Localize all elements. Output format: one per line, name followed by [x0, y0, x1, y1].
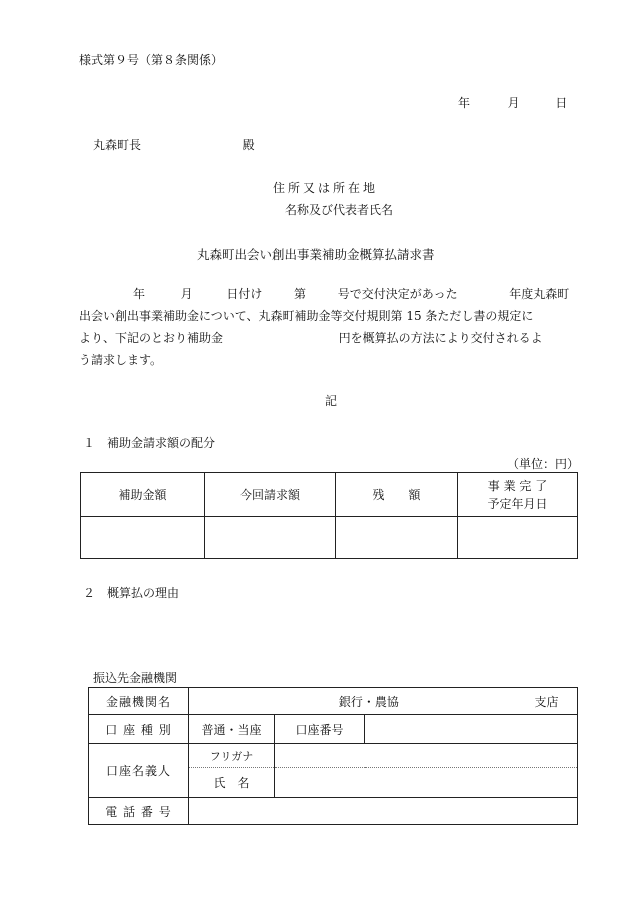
cell-balance[interactable]	[336, 517, 458, 559]
bank-row-account	[89, 715, 578, 744]
recipient-name: 丸森町長	[93, 138, 142, 152]
header-balance: 残 額	[336, 473, 458, 517]
holder-name-label: 氏 名	[189, 768, 275, 798]
body-dai: 第	[294, 287, 307, 301]
body-line-3	[79, 329, 543, 346]
form-number: 様式第９号（第８条関係）	[79, 53, 224, 67]
date-month-label: 月	[507, 96, 520, 110]
header-completion-line1: 事 業 完 了	[487, 478, 548, 493]
cell-request-amount[interactable]	[205, 517, 336, 559]
recipient-honorific: 殿	[242, 138, 255, 152]
header-subsidy-amount: 補助金額	[81, 473, 205, 517]
section1-heading: １ 補助金請求額の配分	[83, 436, 216, 450]
bank-table	[88, 687, 578, 825]
bank-row-institution	[89, 688, 578, 715]
body-nendo: 年度丸森町	[509, 287, 570, 301]
distribution-table	[80, 472, 578, 559]
header-request-amount: 今回請求額	[205, 473, 336, 517]
phone-field[interactable]	[189, 798, 578, 825]
account-number-label: 口座番号	[275, 715, 365, 744]
date-line	[458, 94, 567, 111]
table-header-row	[81, 473, 578, 517]
bank-row-phone	[89, 798, 578, 825]
body-gatsu: 月	[180, 287, 193, 301]
date-year-label: 年	[458, 96, 471, 110]
body-line-4: う請求します。	[79, 353, 163, 367]
recipient-line	[93, 136, 255, 153]
body-line-2: 出会い創出事業補助金について、丸森町補助金等交付規則第 15 条ただし書の規定に	[79, 309, 534, 323]
phone-label: 電 話 番 号	[89, 798, 189, 825]
furigana-field[interactable]	[275, 744, 578, 768]
bank-type-label: 銀行・農協	[338, 694, 399, 709]
ki-label: 記	[325, 394, 338, 408]
body-line-3b: 円を概算払の方法により交付されるよ	[338, 331, 543, 345]
institution-label: 金融機関名	[89, 688, 189, 715]
cell-completion-date[interactable]	[458, 517, 578, 559]
account-number-field[interactable]	[365, 715, 578, 744]
body-line-1	[133, 285, 569, 302]
account-type-value[interactable]: 普通・当座	[189, 715, 275, 744]
unit-label: （単位：円）	[507, 457, 580, 471]
table-row	[81, 517, 578, 559]
holder-name-field[interactable]	[275, 768, 578, 798]
holder-label: 口座名義人	[89, 744, 189, 798]
section2-heading: ２ 概算払の理由	[83, 586, 180, 600]
bank-caption: 振込先金融機関	[93, 671, 178, 685]
cell-subsidy-amount[interactable]	[81, 517, 205, 559]
account-type-label: 口 座 種 別	[89, 715, 189, 744]
institution-value[interactable]	[189, 688, 578, 715]
header-completion-date	[458, 473, 578, 517]
header-completion-line2: 予定年月日	[487, 496, 548, 511]
furigana-label: フリガナ	[189, 744, 275, 768]
document-title: 丸森町出会い創出事業補助金概算払請求書	[197, 247, 435, 262]
date-day-label: 日	[555, 96, 568, 110]
branch-label: 支店	[534, 694, 559, 709]
applicant-address-label: 住所又は所在地	[273, 181, 379, 195]
bank-row-furigana	[89, 744, 578, 768]
body-hizuke: 日付け	[226, 287, 263, 301]
applicant-name-label: 名称及び代表者氏名	[285, 203, 394, 217]
body-go: 号で交付決定があった	[337, 287, 458, 301]
body-nen: 年	[133, 287, 146, 301]
body-line-3a: より、下記のとおり補助金	[79, 331, 224, 345]
